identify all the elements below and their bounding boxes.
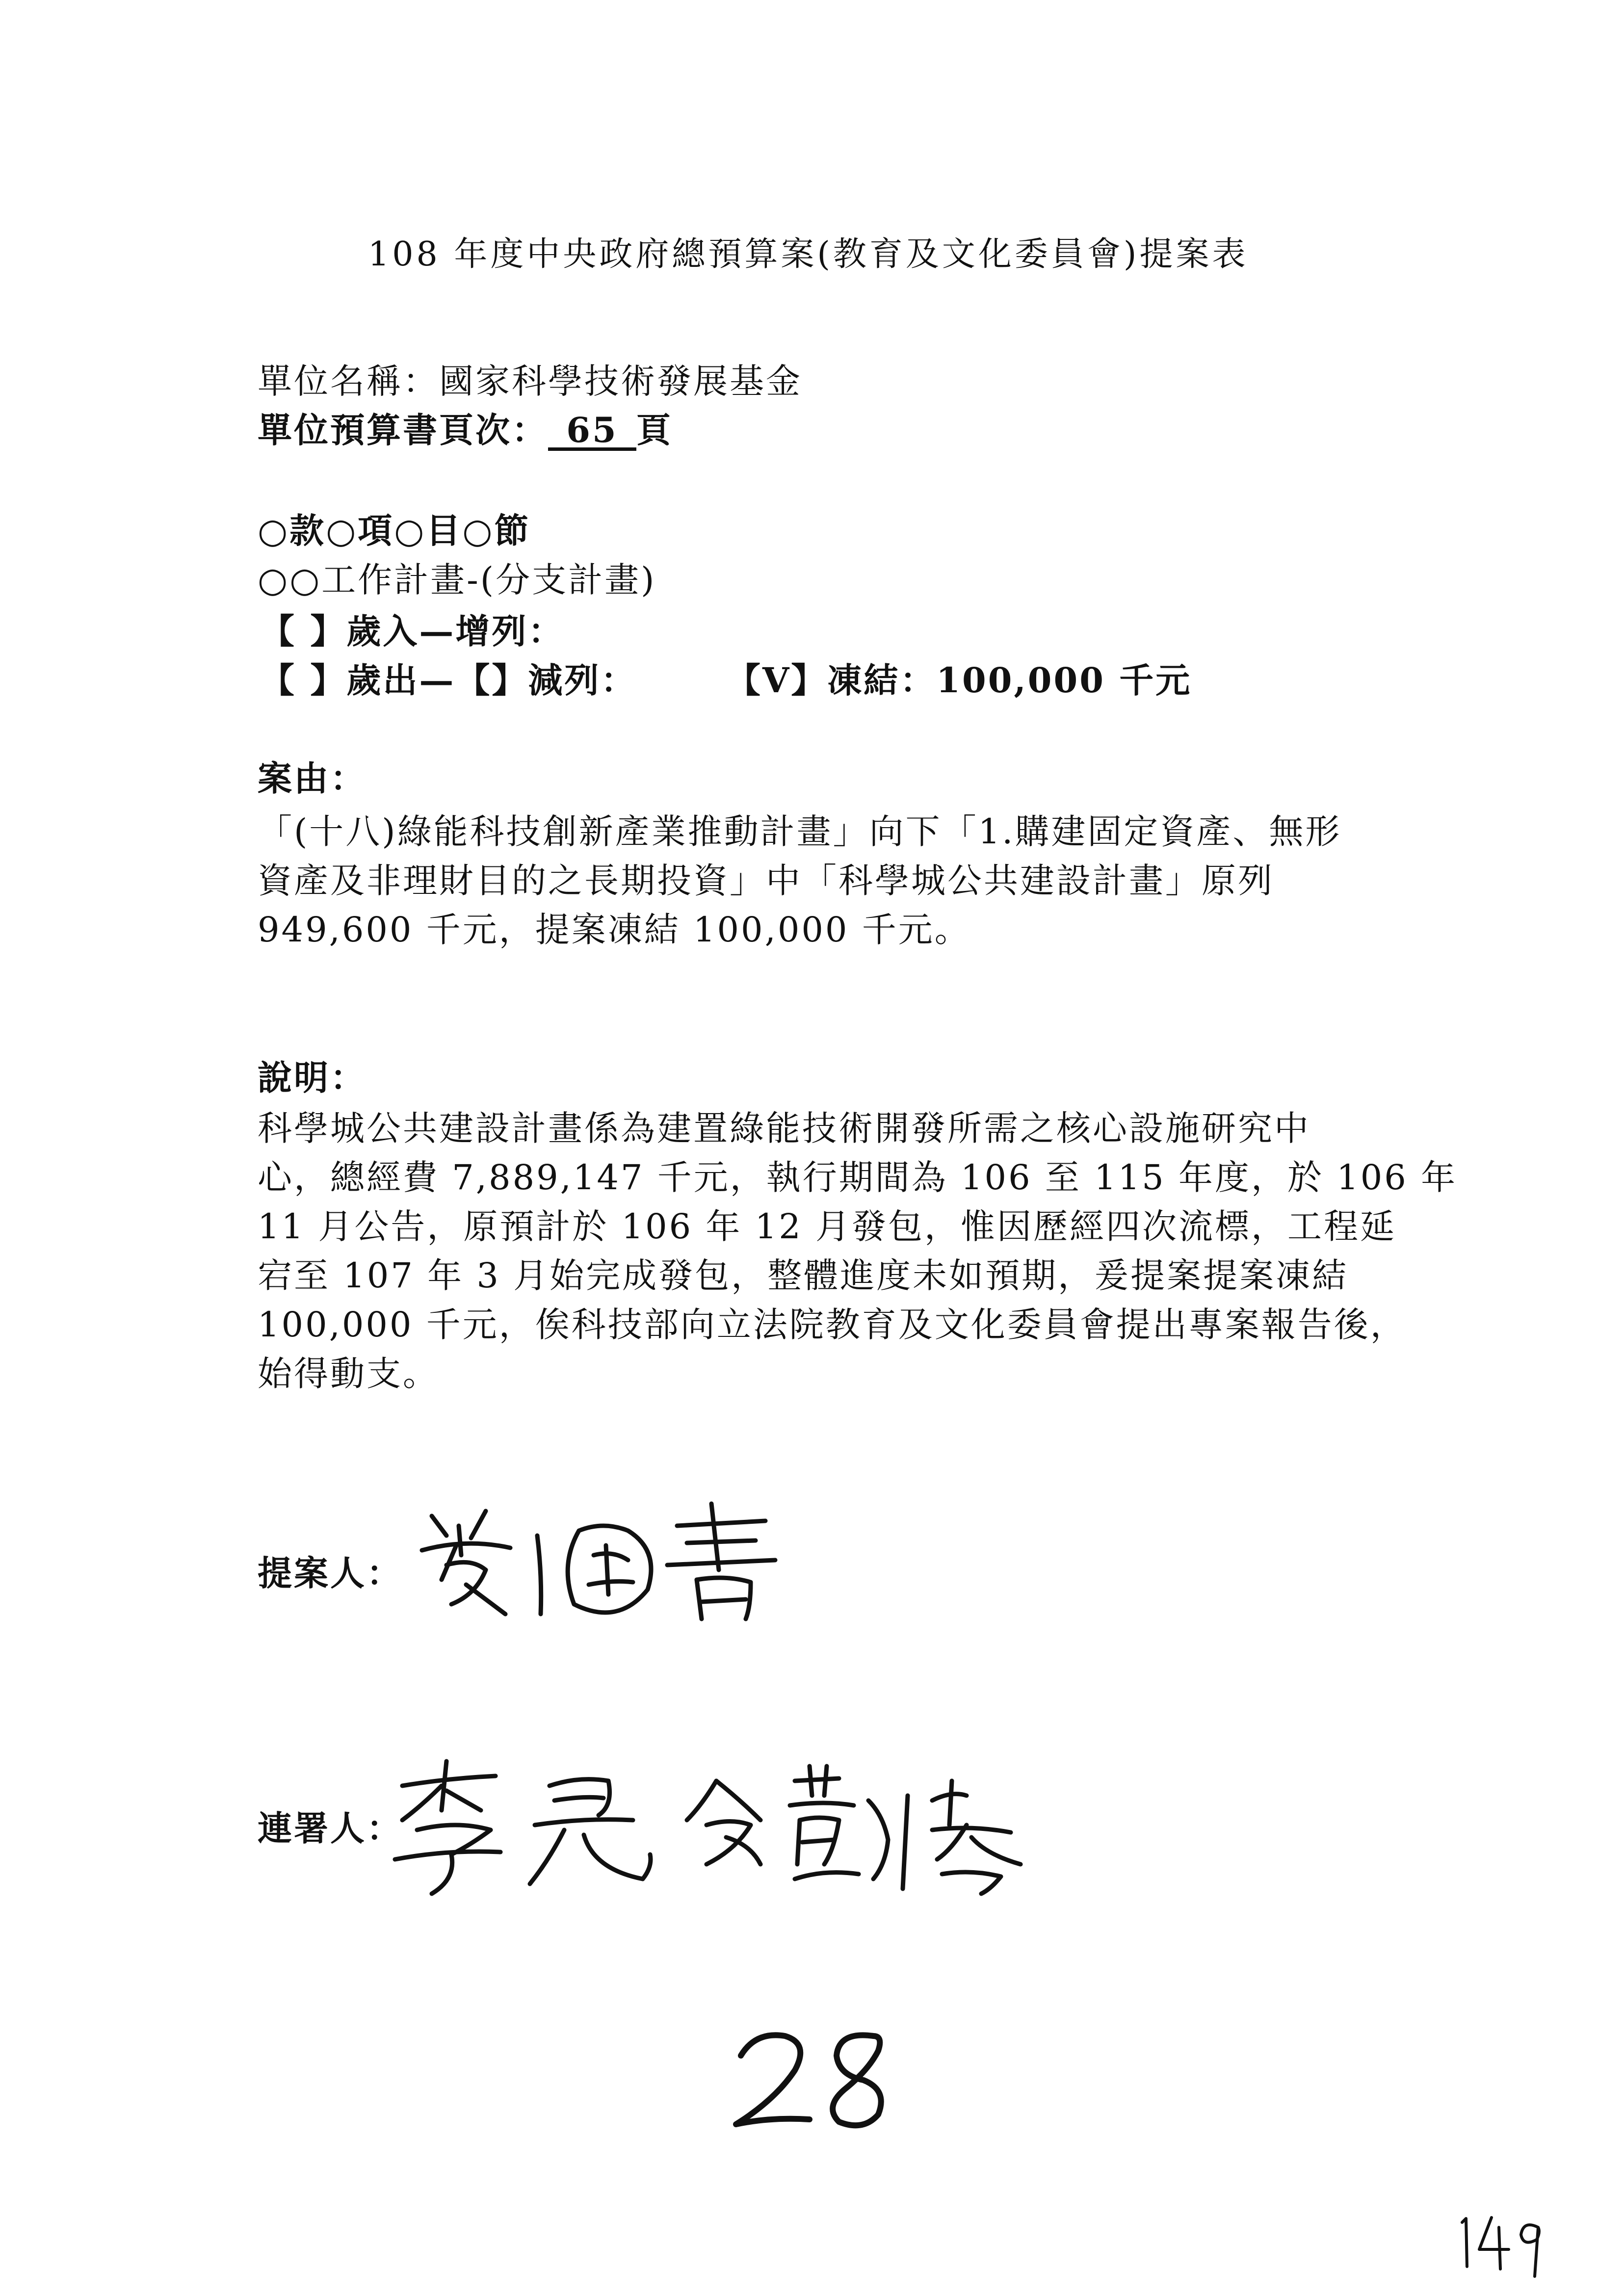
work-plan-line: ○○工作計畫-(分支計畫) [258,560,656,600]
expenditure-decrease-line: 【 】歲出—【】減列： [260,660,637,701]
proposer-signature [412,1491,785,1629]
proposer-label: 提案人： [258,1553,403,1593]
description-line: 宕至 107 年 3 月始完成發包，整體進度未如預期，爰提案提案凍結 [258,1255,1349,1296]
unit-name: 單位名稱：國家科學技術發展基金 [258,361,802,401]
unit-page-suffix: 頁 [636,410,673,450]
description-line: 始得動支。 [258,1354,439,1394]
reason-line: 資產及非理財目的之長期投資」中「科學城公共建設計畫」原列 [258,861,1274,901]
unit-budget-page [258,410,673,451]
description-line: 心，總經費 7,889,147 千元，執行期間為 106 至 115 年度，於 106 年 [258,1157,1458,1198]
cosigner-label: 連署人： [258,1808,403,1849]
document-title: 108 年度中央政府總預算案(教育及文化委員會)提案表 [368,235,1249,274]
cosigner-signature-2 [677,1751,1030,1899]
revenue-increase-line: 【 】歲入—增列： [260,611,565,652]
reason-line: 949,600 千元，提案凍結 100,000 千元。 [258,910,971,950]
description-body [258,1104,1457,1398]
handwritten-page-number [1452,2208,1550,2283]
description-line: 100,000 千元，俟科技部向立法院教育及文化委員會提出專案報告後， [258,1305,1407,1345]
description-line: 科學城公共建設計畫係為建置綠能技術開發所需之核心設施研究中 [258,1108,1310,1148]
unit-page-number: 65 [548,413,636,451]
description-line: 11 月公告，原預計於 106 年 12 月發包，惟因歷經四次流標，工程延 [258,1206,1397,1247]
freeze-line: 【V】凍結：100,000 千元 [726,660,1192,701]
unit-page-label: 單位預算書頁次： [258,410,548,450]
cosigner-signature-1 [388,1751,682,1899]
handwritten-proposal-number [726,2021,903,2136]
reason-heading: 案由： [258,758,367,799]
reason-line: 「(十八)綠能科技創新產業推動計畫」向下「1.購建固定資產、無形 [258,811,1342,852]
budget-section-line: ○款○項○目○節 [258,510,531,551]
description-heading: 說明： [258,1057,367,1098]
reason-body [258,807,1341,954]
